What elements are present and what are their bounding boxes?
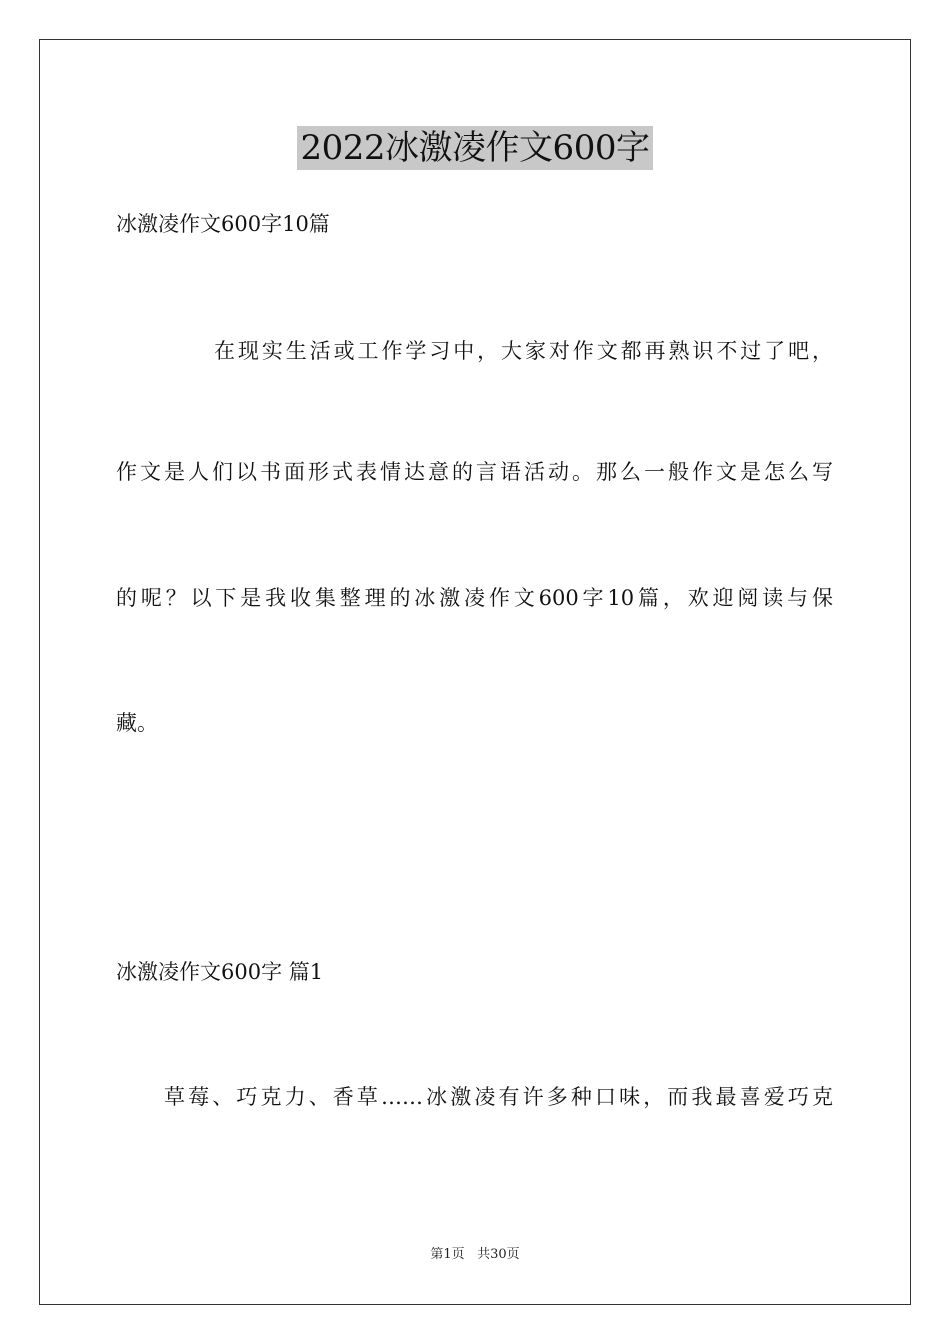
page-footer <box>0 1246 950 1264</box>
page-number: 第1页 <box>430 1247 465 1262</box>
page-total: 共30页 <box>477 1247 520 1262</box>
title-container <box>0 126 950 170</box>
paragraph-line-4: 藏。 <box>116 711 158 735</box>
section-heading: 冰激凌作文600字 篇1 <box>116 960 324 984</box>
paragraph-line-1: 在现实生活或工作学习中，大家对作文都再熟识不过了吧， <box>214 339 833 363</box>
document-title: 2022冰激凌作文600字 <box>297 126 654 170</box>
document-subtitle: 冰激凌作文600字10篇 <box>116 212 330 236</box>
paragraph-line-2: 作文是人们以书面形式表情达意的言语活动。那么一般作文是怎么写 <box>116 460 833 484</box>
paragraph-line-3: 的呢？以下是我收集整理的冰激凌作文600字10篇，欢迎阅读与保 <box>116 586 833 610</box>
section-first-line: 草莓、巧克力、香草……冰激凌有许多种口味，而我最喜爱巧克 <box>164 1085 833 1109</box>
